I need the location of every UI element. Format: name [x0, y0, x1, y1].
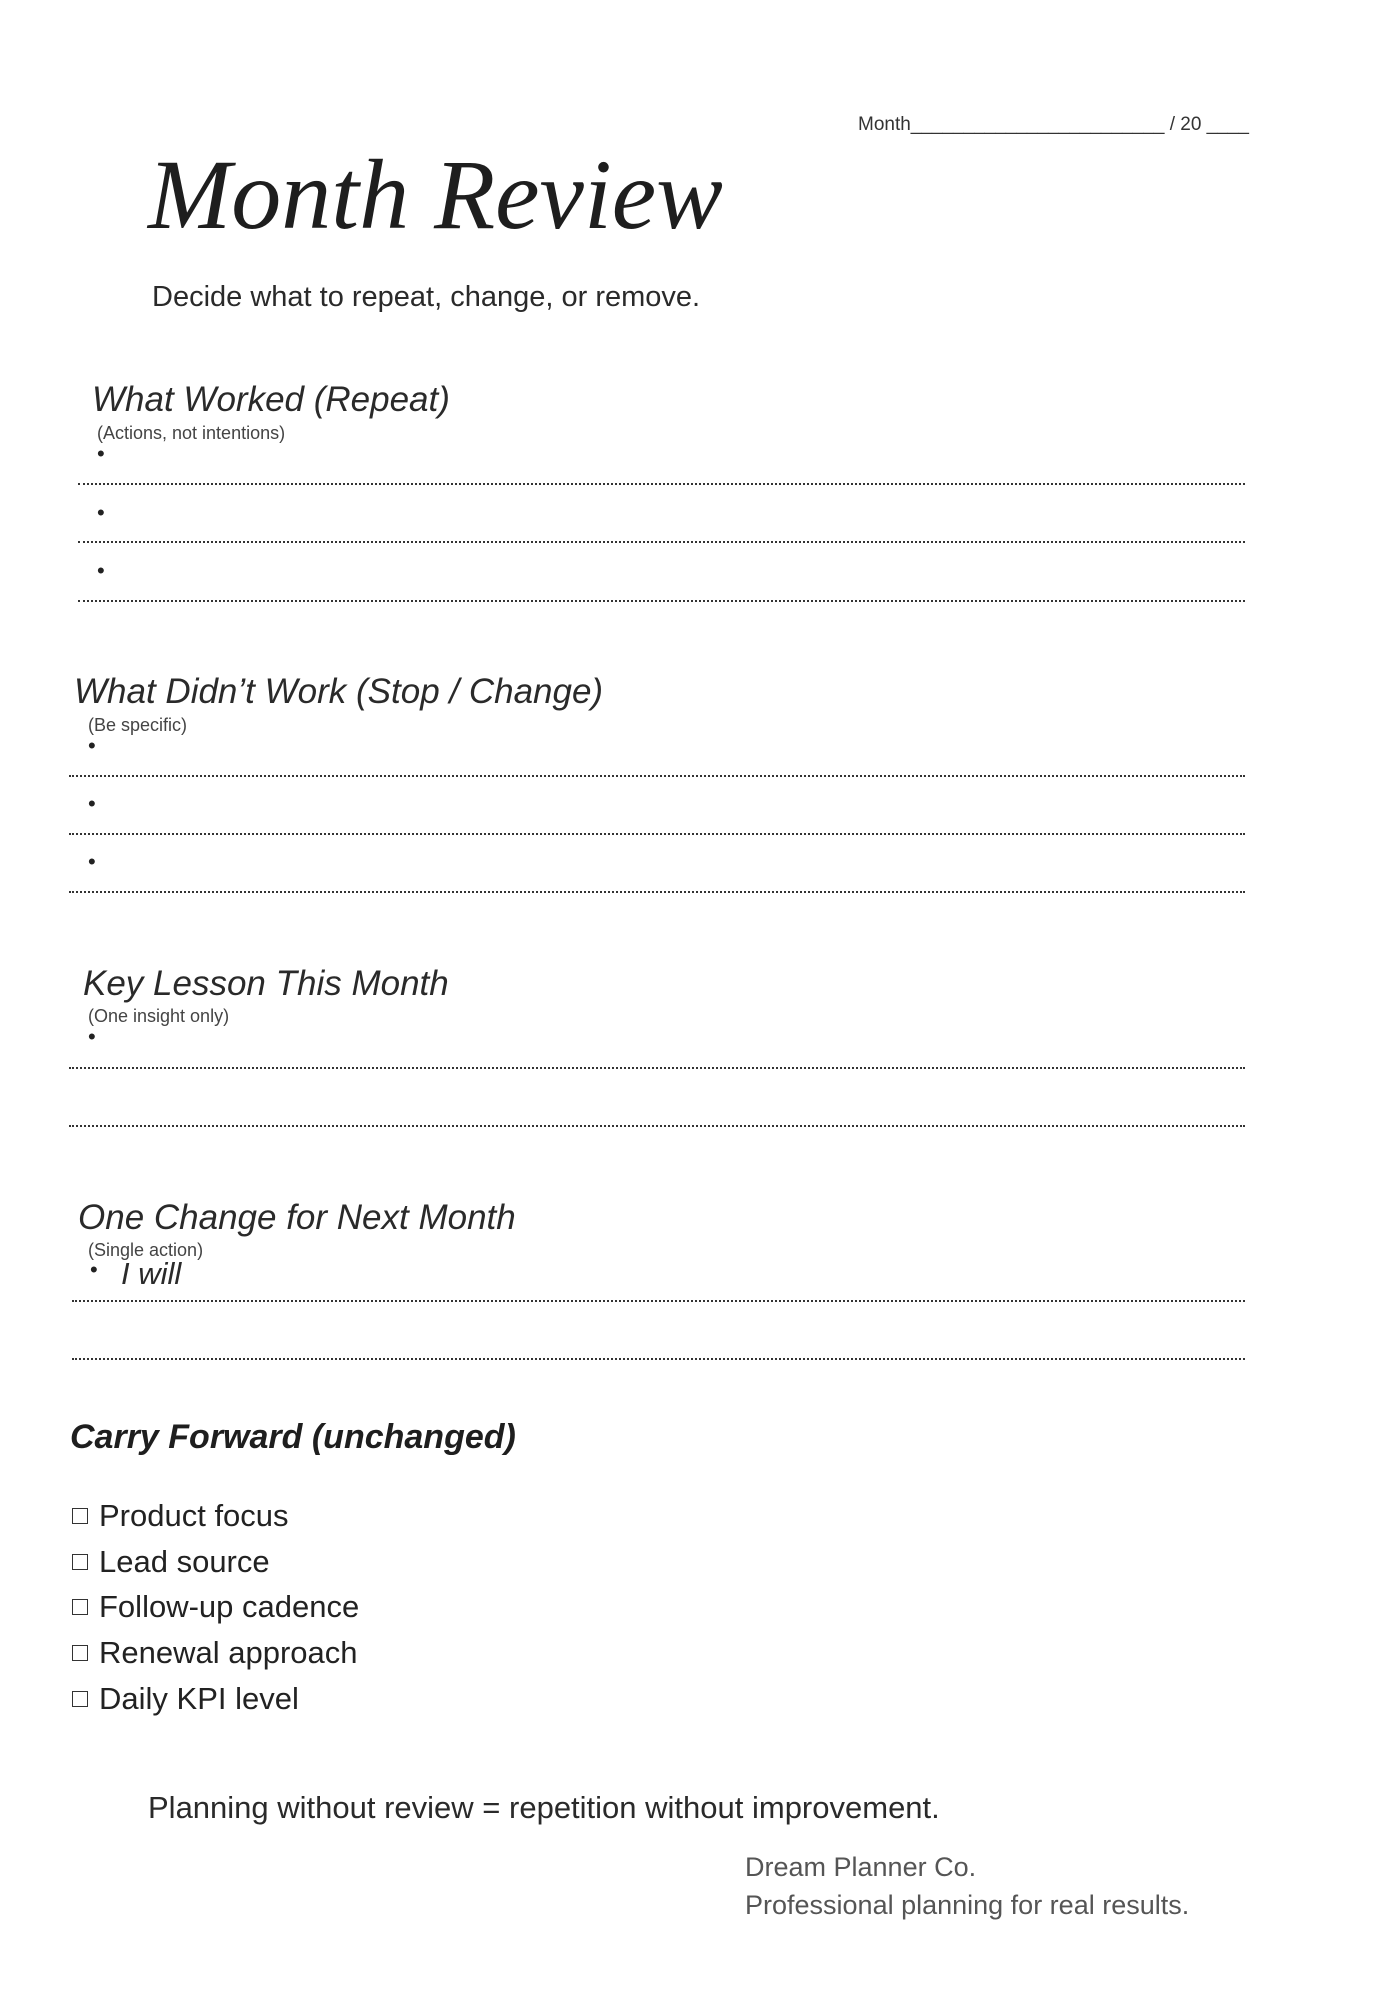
write-line[interactable]: [78, 483, 1245, 485]
carry-forward-item[interactable]: [72, 1589, 359, 1625]
carry-forward-item[interactable]: [72, 1498, 289, 1534]
section-hint-what-worked: (Actions, not intentions): [97, 423, 286, 443]
write-line[interactable]: [72, 1300, 1245, 1302]
page-subtitle: Decide what to repeat, change, or remove.: [152, 281, 701, 313]
section-hint-what-didnt-work: (Be specific): [88, 715, 188, 735]
bullet-icon: •: [88, 791, 96, 816]
bullet-icon: •: [88, 733, 96, 758]
bullet-icon: •: [97, 558, 105, 583]
bullet-icon: •: [97, 441, 105, 466]
month-year-field[interactable]: Month________________________ / 20 ____: [858, 114, 1249, 135]
write-line[interactable]: [69, 833, 1245, 835]
bullet-icon: •: [88, 1024, 96, 1049]
write-line[interactable]: [69, 1067, 1245, 1069]
checkbox-icon[interactable]: [72, 1691, 88, 1707]
write-line[interactable]: [69, 775, 1245, 777]
brand-tagline: Professional planning for real results.: [745, 1890, 1190, 1920]
carry-forward-item-label: Lead source: [99, 1544, 270, 1579]
section-title-what-didnt-work: What Didn’t Work (Stop / Change): [74, 672, 604, 711]
section-title-key-lesson: Key Lesson This Month: [83, 964, 449, 1003]
write-line[interactable]: [78, 541, 1245, 543]
carry-forward-item-label: Follow-up cadence: [99, 1589, 360, 1624]
footer-quote: Planning without review = repetition without improvement.: [148, 1790, 940, 1825]
section-title-what-worked: What Worked (Repeat): [92, 380, 450, 419]
section-hint-key-lesson: (One insight only): [88, 1006, 230, 1026]
checkbox-icon[interactable]: [72, 1508, 88, 1524]
carry-forward-item-label: Product focus: [99, 1498, 289, 1533]
bullet-icon: •: [90, 1257, 98, 1282]
brand-name: Dream Planner Co.: [745, 1852, 977, 1882]
bullet-icon: •: [97, 500, 105, 525]
carry-forward-item[interactable]: [72, 1544, 270, 1580]
write-line[interactable]: [78, 600, 1245, 602]
checkbox-icon[interactable]: [72, 1599, 88, 1615]
write-line[interactable]: [69, 891, 1245, 893]
section-hint-one-change: (Single action): [88, 1240, 204, 1260]
page-title: Month Review: [148, 139, 723, 250]
write-line[interactable]: [69, 1125, 1245, 1127]
carry-forward-item[interactable]: [72, 1635, 358, 1671]
i-will-prompt: I will: [121, 1256, 182, 1291]
carry-forward-item-label: Renewal approach: [99, 1635, 358, 1670]
section-title-one-change: One Change for Next Month: [78, 1198, 516, 1237]
write-line[interactable]: [72, 1358, 1245, 1360]
carry-forward-item-label: Daily KPI level: [99, 1681, 299, 1716]
carry-forward-item[interactable]: [72, 1681, 299, 1717]
checkbox-icon[interactable]: [72, 1645, 88, 1661]
carry-forward-title: Carry Forward (unchanged): [70, 1418, 516, 1456]
checkbox-icon[interactable]: [72, 1554, 88, 1570]
bullet-icon: •: [88, 849, 96, 874]
